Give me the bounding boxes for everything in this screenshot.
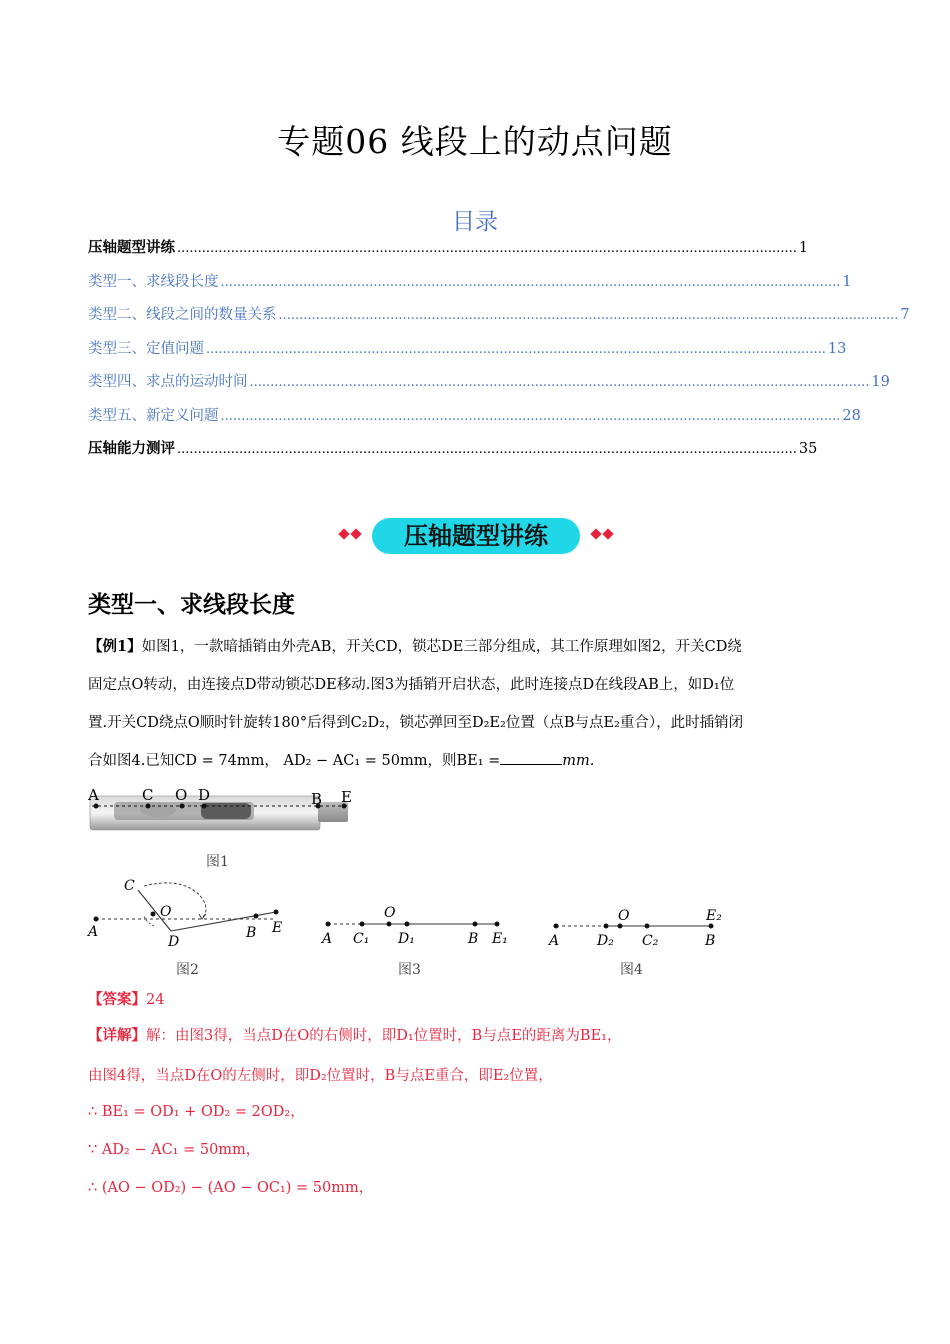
toc-item-page: 7 bbox=[900, 307, 910, 323]
toc-item-page: 13 bbox=[827, 340, 847, 357]
toc-item[interactable] bbox=[88, 270, 852, 304]
fig1-label-A: A bbox=[88, 786, 99, 804]
figure-3-diagram bbox=[316, 900, 516, 950]
toc-heading: 目录 bbox=[452, 209, 498, 235]
solution-line-4: ∵ AD₂ − AC₁ = 50mm， bbox=[88, 1142, 261, 1158]
fig3-label-A: A bbox=[322, 931, 333, 947]
example-line-1 bbox=[88, 637, 868, 657]
example-line-4 bbox=[88, 751, 868, 771]
toc-item-page: 28 bbox=[842, 407, 861, 424]
fig3-label-O: O bbox=[384, 905, 396, 921]
answer-value: 24 bbox=[146, 992, 165, 1008]
solution-line-3: ∴ BE₁ = OD₁ + OD₂ = 2OD₂， bbox=[88, 1104, 305, 1120]
fig2-label-D: D bbox=[168, 934, 180, 950]
fig4-label-A: A bbox=[549, 933, 560, 949]
fig3-label-E1: E₁ bbox=[492, 931, 508, 947]
toc-item-label: 类型三、定值问题 bbox=[88, 340, 204, 357]
toc-item-label: 压轴能力测评 bbox=[88, 440, 175, 457]
example-line-3: 置.开关CD绕点O顺时针旋转180°后得到C₂D₂，锁芯弹回至D₂E₂位置（点B与点E₂重合），此时插销闭 bbox=[88, 715, 744, 731]
solution-line-2: 由图4得，当点D在O的左侧时，即D₂位置时，B与点E重合，即E₂位置， bbox=[88, 1068, 553, 1084]
fig3-caption: 图3 bbox=[398, 962, 421, 978]
fig1-label-B: B bbox=[311, 790, 323, 808]
toc-leader-dots: ...................................................................................................................................................... bbox=[220, 408, 841, 424]
diamond-icon bbox=[338, 528, 349, 539]
toc-leader-dots: ...................................................................................................................................................... bbox=[177, 241, 797, 256]
diamond-icon bbox=[590, 528, 601, 539]
toc-item[interactable] bbox=[88, 303, 910, 337]
figure-2-diagram bbox=[84, 876, 294, 951]
fig2-label-A: A bbox=[88, 924, 99, 940]
toc-item-label: 类型四、求点的运动时间 bbox=[88, 374, 248, 390]
fig4-label-C2: C₂ bbox=[642, 933, 659, 949]
answer-blank bbox=[500, 752, 562, 765]
toc-item-page: 1 bbox=[798, 240, 809, 256]
toc-leader-dots: ...................................................................................................................................................... bbox=[278, 308, 899, 323]
toc-leader-dots: ...................................................................................................................................................... bbox=[177, 442, 797, 457]
example-given: 合如图4.已知CD = 74mm， AD₂ − AC₁ = 50mm，则BE₁ = bbox=[88, 753, 501, 769]
toc-leader-dots: ...................................................................................................................................................... bbox=[206, 341, 826, 357]
fig4-label-E2: E₂ bbox=[706, 908, 722, 924]
fig2-label-E: E bbox=[272, 920, 283, 936]
example-tag: 【例1】 bbox=[88, 638, 142, 655]
fig1-label-D: D bbox=[198, 786, 211, 804]
section-heading: 类型一、求线段长度 bbox=[88, 592, 295, 618]
fig3-label-C1: C₁ bbox=[353, 931, 370, 947]
fig1-label-O: O bbox=[175, 786, 188, 804]
fig4-label-B: B bbox=[705, 933, 716, 949]
fig1-label-E: E bbox=[341, 788, 352, 806]
fig4-label-D2: D₂ bbox=[597, 933, 614, 949]
toc-leader-dots: ...................................................................................................................................................... bbox=[220, 274, 841, 290]
toc-item-label: 压轴题型讲练 bbox=[88, 239, 175, 256]
solution-text-1: 解：由图3得，当点D在O的右侧时，即D₁位置时，B与点E的距离为BE₁， bbox=[146, 1028, 622, 1044]
diamond-icon bbox=[350, 528, 361, 539]
example-text: 如图1，一款暗插销由外壳AB，开关CD，锁芯DE三部分组成，其工作原理如图2，开关CD绕 bbox=[141, 639, 742, 655]
toc-item-label: 类型二、线段之间的数量关系 bbox=[88, 307, 277, 323]
fig2-label-O: O bbox=[160, 904, 172, 920]
example-unit: mm. bbox=[562, 753, 595, 769]
fig4-label-O: O bbox=[618, 908, 630, 924]
toc-leader-dots: ...................................................................................................................................................... bbox=[249, 375, 870, 390]
table-of-contents bbox=[88, 236, 910, 471]
solution-tag: 【详解】 bbox=[88, 1027, 146, 1044]
toc-item-page: 35 bbox=[798, 441, 818, 457]
toc-item-label: 类型一、求线段长度 bbox=[88, 273, 219, 290]
toc-item[interactable] bbox=[88, 437, 818, 471]
toc-item-page: 1 bbox=[842, 273, 852, 290]
section-banner bbox=[334, 512, 618, 556]
toc-item[interactable] bbox=[88, 404, 861, 438]
fig1-caption: 图1 bbox=[206, 854, 229, 870]
diamond-icon bbox=[602, 528, 613, 539]
fig3-label-D1: D₁ bbox=[398, 931, 415, 947]
solution-line-5: ∴ (AO − OD₂) − (AO − OC₁) = 50mm， bbox=[88, 1180, 374, 1196]
toc-item[interactable] bbox=[88, 337, 847, 371]
answer-tag: 【答案】 bbox=[88, 991, 146, 1008]
fig3-label-B: B bbox=[468, 931, 479, 947]
fig2-label-C: C bbox=[124, 878, 135, 894]
toc-item-page: 19 bbox=[871, 374, 890, 390]
toc-item[interactable] bbox=[88, 370, 890, 404]
toc-item-label: 类型五、新定义问题 bbox=[88, 407, 219, 424]
answer-line bbox=[88, 990, 868, 1010]
fig4-caption: 图4 bbox=[620, 962, 643, 978]
banner-text: 压轴题型讲练 bbox=[404, 522, 548, 550]
fig2-label-B: B bbox=[246, 925, 257, 941]
example-line-2: 固定点O转动，由连接点D带动锁芯DE移动.图3为插销开启状态，此时连接点D在线段AB上，如D₁位 bbox=[88, 677, 735, 693]
fig2-caption: 图2 bbox=[176, 962, 199, 978]
figure-4-diagram bbox=[540, 900, 740, 950]
fig1-label-C: C bbox=[142, 786, 154, 804]
toc-item[interactable] bbox=[88, 236, 809, 270]
solution-line-1 bbox=[88, 1026, 868, 1046]
document-title: 专题06 线段上的动点问题 bbox=[277, 122, 673, 161]
